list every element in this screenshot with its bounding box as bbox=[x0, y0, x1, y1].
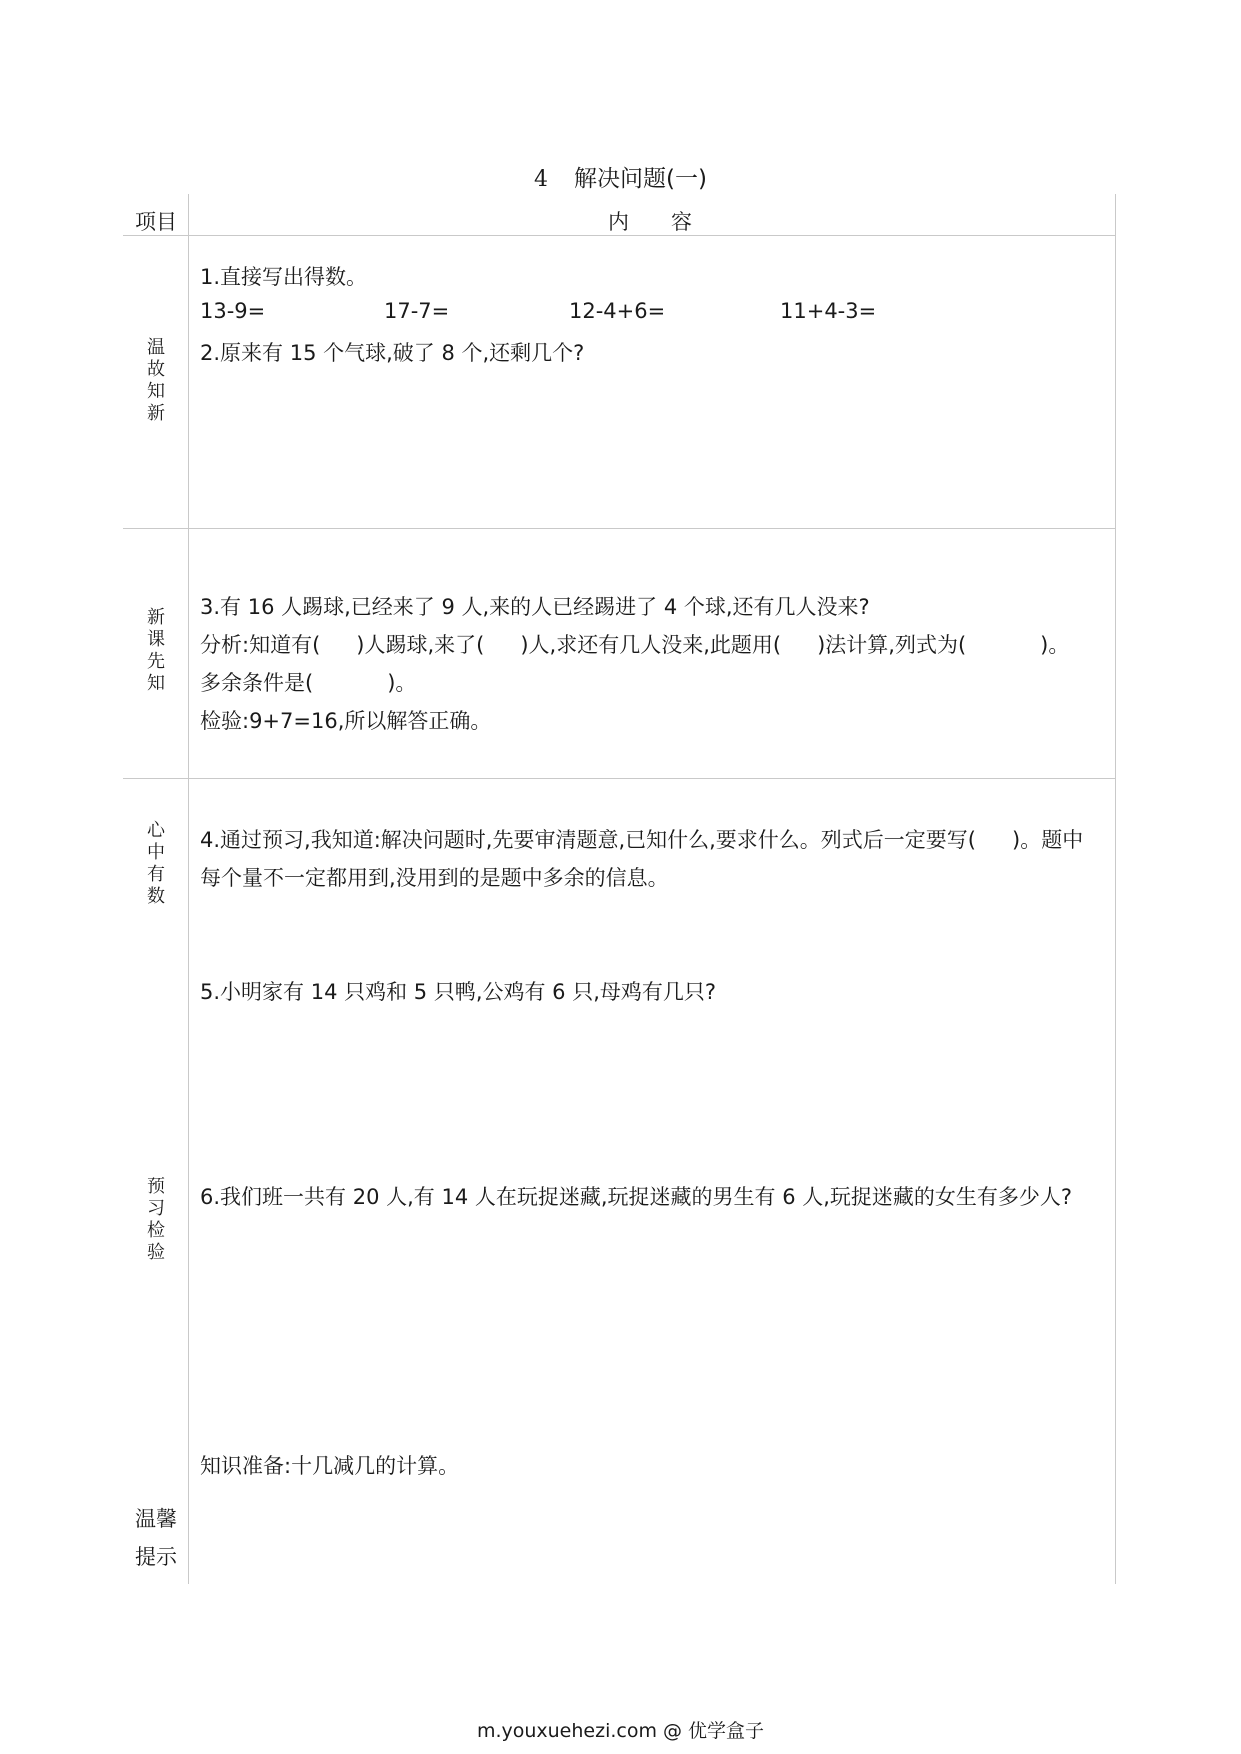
table-right-border bbox=[1115, 194, 1116, 1584]
q1-item: 13-9= bbox=[200, 299, 266, 323]
question-3-check: 检验:9+7=16,所以解答正确。 bbox=[200, 709, 492, 733]
q1-item: 11+4-3= bbox=[780, 299, 877, 323]
tip-text: 知识准备:十几减几的计算。 bbox=[200, 1454, 460, 1478]
question-3-extra: 多余条件是( )。 bbox=[200, 671, 417, 695]
header-item: 项目 bbox=[135, 210, 177, 234]
question-1: 1.直接写出得数。 bbox=[200, 265, 368, 289]
title-number: 4 bbox=[534, 167, 549, 192]
section-label-new-lesson: 新 课 先 知 bbox=[147, 607, 165, 694]
header-content: 内 容 bbox=[608, 210, 692, 234]
q1-item: 17-7= bbox=[384, 299, 450, 323]
question-4-line2: 每个量不一定都用到,没用到的是题中多余的信息。 bbox=[200, 866, 669, 890]
section-label-understanding: 心 中 有 数 bbox=[147, 820, 165, 907]
question-3: 3.有 16 人踢球,已经来了 9 人,来的人已经踢进了 4 个球,还有几人没来? bbox=[200, 595, 870, 619]
footer-watermark: m.youxuehezi.com @ 优学盒子 bbox=[476, 1720, 765, 1742]
title-text: 解决问题(一) bbox=[574, 166, 707, 192]
page-title bbox=[0, 160, 1241, 193]
section-label-tips: 温馨 提示 bbox=[135, 1507, 177, 1569]
q1-item: 12-4+6= bbox=[569, 299, 666, 323]
question-2: 2.原来有 15 个气球,破了 8 个,还剩几个? bbox=[200, 341, 585, 365]
row-divider bbox=[123, 778, 1116, 779]
worksheet-table bbox=[123, 194, 1116, 1584]
question-5: 5.小明家有 14 只鸡和 5 只鸭,公鸡有 6 只,母鸡有几只? bbox=[200, 980, 717, 1004]
section-label-review: 温 故 知 新 bbox=[147, 337, 165, 424]
section-label-preview-check: 预 习 检 验 bbox=[147, 1176, 165, 1263]
row-divider bbox=[123, 528, 1116, 529]
question-4-line1: 4.通过预习,我知道:解决问题时,先要审清题意,已知什么,要求什么。列式后一定要写( )。题中 bbox=[200, 828, 1084, 852]
question-3-analysis: 分析:知道有( )人踢球,来了( )人,求还有几人没来,此题用( )法计算,列式为( )。 bbox=[200, 633, 1070, 657]
question-6: 6.我们班一共有 20 人,有 14 人在玩捉迷藏,玩捉迷藏的男生有 6 人,玩捉迷藏的女生有多少人? bbox=[200, 1185, 1073, 1209]
